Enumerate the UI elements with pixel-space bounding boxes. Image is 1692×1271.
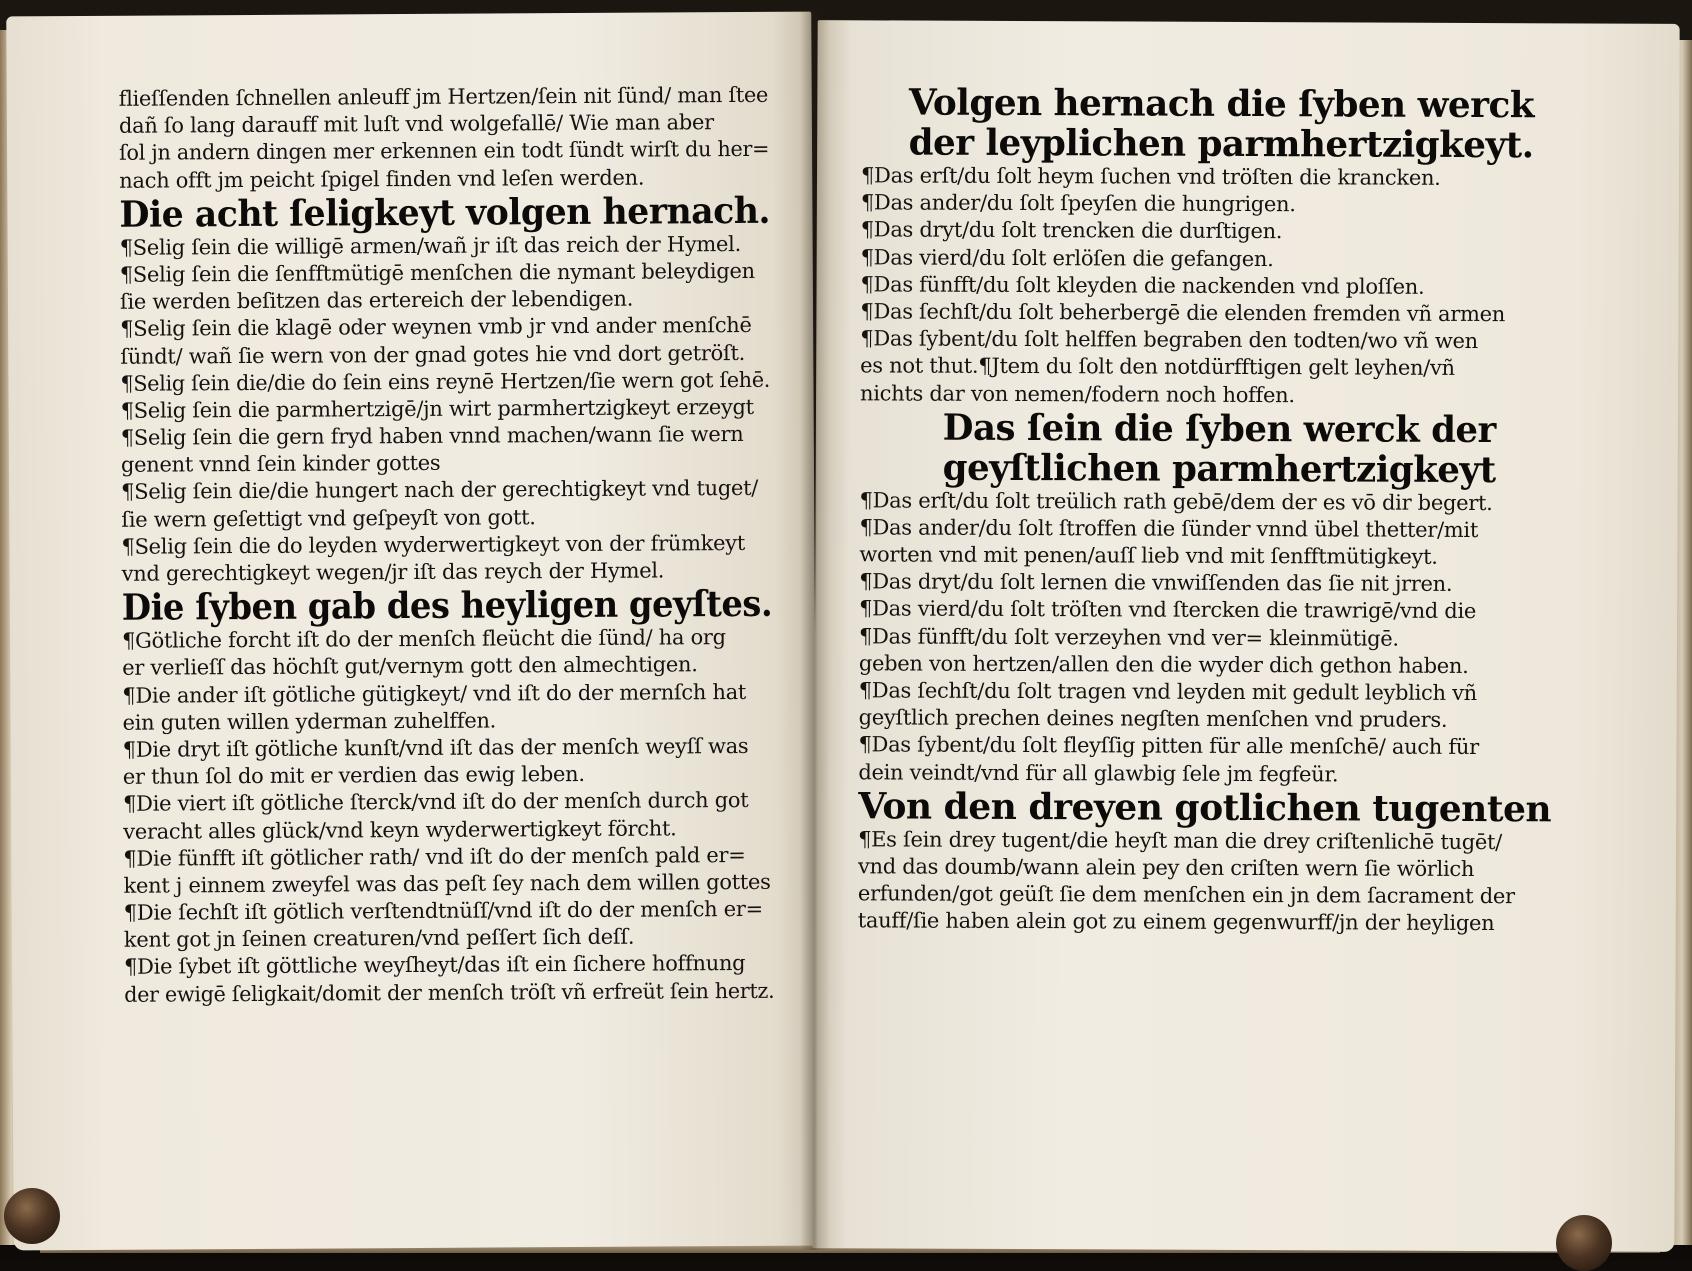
spiritual-work-line: ¶Das erſt/du ſolt treülich rath gebē/dem der es vō dir begert. — [859, 488, 1493, 515]
left-page-text — [119, 82, 819, 1009]
book-stand-knob-left — [4, 1188, 60, 1244]
beatitude-line: ¶Selig ſein die willigē armen/wañ jr iſt das reich der Hymel. — [119, 231, 741, 260]
right-page-text — [858, 82, 1555, 938]
heading-syben-gab: Die ſyben gab des heyligen geyſtes. — [121, 582, 773, 629]
beatitude-line: ¶Selig ſein die gern fryd haben vnnd machen/wann ſie wern — [120, 422, 744, 450]
virtue-line: erfunden/got geüſt ſie dem menſchen ein jn dem ſacrament der — [857, 881, 1515, 909]
work-line: ¶Das erſt/du ſolt heym ſuchen vnd tröſten die krancken. — [860, 163, 1441, 190]
left-page — [6, 12, 819, 1251]
spiritual-work-line: ¶Das ſybent/du ſolt fleyſſig pitten für alle menſchē/ auch für — [858, 732, 1479, 760]
beatitude-line: ſie wern geſettigt vnd geſpeyſt von gott. — [121, 504, 536, 532]
beatitude-line: ¶Selig ſein die klagē oder weynen vmb jr vnd ander menſchē — [120, 313, 752, 342]
work-line: ¶Das vierd/du ſolt erlöſen die gefangen. — [860, 244, 1274, 271]
beatitude-line: ¶Selig ſein die parmhertzigē/jn wirt parmhertzigkeyt erzeygt — [120, 394, 754, 423]
spiritual-work-line: ¶Das vierd/du ſolt tröſten vnd ſtercken die trawrigē/vnd die — [859, 596, 1477, 624]
left-intro-line: nach offt jm peicht ſpigel finden vnd leſen werden. — [119, 165, 645, 193]
virtue-line: ¶Es ſein drey tugent/die heyſt man die drey criſtenlichē tugēt/ — [858, 827, 1503, 854]
left-intro-line: dañ ſo lang darauff mit luſt vnd wolgefallē/ Wie man aber — [118, 110, 714, 138]
heading-leyplichen-werck: der leyplichen parmhertzigkeyt. — [908, 121, 1534, 167]
work-line: nichts dar von nemen/fodern noch hoffen. — [860, 380, 1295, 407]
gift-line: kent j einnem zweyfel was das peſt ſey nach dem willen gottes — [123, 869, 771, 898]
book-gutter — [800, 10, 830, 1250]
heading-geystlichen-werck: Das ſein die ſyben werck der — [942, 406, 1496, 451]
work-line: ¶Das fünfft/du ſolt kleyden die nackenden vnd ploſſen. — [860, 272, 1425, 299]
beatitude-line: vnd gerechtigkeyt wegen/jr iſt das reych der Hymel. — [121, 558, 665, 586]
left-intro-line: ſol jn andern dingen mer erkennen ein todt ſündt wirſt du her= — [119, 137, 770, 166]
gift-line: kent got jn ſeinen creaturen/vnd peſſert ſich deſſ. — [123, 924, 635, 953]
spiritual-work-line: geyſtlich prechen deines negſten menſchen vnd pruders. — [858, 705, 1448, 733]
spiritual-work-line: ¶Das dryt/du ſolt lernen die vnwiſſenden das ſie nit jrren. — [859, 569, 1453, 597]
spiritual-work-line: ¶Das ander/du ſolt ſtroffen die ſünder vnnd übel thetter/mit — [859, 515, 1479, 542]
gift-line: ¶Die viert iſt götliche ſterck/vnd iſt do der menſch durch got — [122, 788, 749, 817]
gift-line: ¶Götliche forcht iſt do der menſch fleücht die ſünd/ ha org — [121, 625, 726, 653]
work-line: ¶Das ſybent/du ſolt helffen begraben den todten/wo vñ wen — [860, 326, 1478, 354]
gift-line: er thun ſol do mit er verdien das ewig leben. — [122, 762, 585, 789]
spiritual-work-line: ¶Das fünfft/du ſolt verzeyhen vnd ver= kleinmütigē. — [858, 623, 1399, 651]
gift-line: ein guten willen yderman zuhelffen. — [122, 708, 497, 735]
heading-leyplichen-werck: Volgen hernach die ſyben werck — [908, 81, 1535, 127]
gift-line: ¶Die ſybet iſt göttliche weyſheyt/das iſt ein ſichere hoffnung — [123, 951, 746, 980]
spiritual-work-line: ¶Das ſechſt/du ſolt tragen vnd leyden mit gedult leyblich vñ — [858, 678, 1477, 706]
spiritual-work-line: worten vnd mit penen/auſſ lieb vnd mit ſenfftmütigkeyt. — [859, 542, 1438, 569]
gift-line: ¶Die ander iſt götliche gütigkeyt/ vnd iſt do der mernſch hat — [122, 679, 747, 708]
right-page — [812, 20, 1679, 1252]
gift-line: ¶Die ſechſt iſt götlich verſtendtnüſſ/vnd iſt do der menſch er= — [123, 896, 763, 925]
beatitude-line: ¶Selig ſein die/die do ſein eins reynē Hertzen/ſie wern got ſehē. — [120, 367, 771, 396]
spiritual-work-line: geben von hertzen/allen den die wyder dich gethon haben. — [858, 651, 1469, 678]
work-line: ¶Das ander/du ſolt ſpeyſen die hungrigen. — [860, 190, 1296, 217]
gift-line: ¶Die fünfft iſt götlicher rath/ vnd iſt do der menſch pald er= — [123, 842, 746, 871]
beatitude-line: ¶Selig ſein die do leyden wyderwertigkeyt von der frümkeyt — [121, 530, 746, 559]
work-line: ¶Das ſechſt/du ſolt beherbergē die elenden fremden vñ armen — [860, 299, 1506, 327]
heading-acht-seligkeyt: Die acht ſeligkeyt volgen hernach. — [119, 189, 771, 236]
virtue-line: tauff/ſie haben alein got zu einem gegenwurff/jn der heyligen — [857, 908, 1495, 936]
gift-line: ¶Die dryt iſt götliche kunſt/vnd iſt das der menſch weyſſ was — [122, 733, 749, 762]
gift-line: der ewigē ſeligkait/domit der menſch tröſt vñ erfreüt ſein hertz. — [124, 978, 775, 1007]
left-intro-line: flieſſenden ſchnellen anleuff jm Hertzen/ſein nit ſünd/ man ſtee — [118, 82, 769, 111]
gift-line: er verlieſſ das höchſt gut/vernym gott den almechtigen. — [122, 652, 698, 681]
virtue-line: vnd das doumb/wann alein pey den criſten wern ſie wörlich — [857, 854, 1475, 881]
gift-line: veracht alles glück/vnd keyn wyderwertigkeyt förcht. — [123, 815, 677, 844]
book-stand-knob-right — [1556, 1215, 1612, 1271]
beatitude-line: ¶Selig ſein die/die hungert nach der gerechtigkeyt vnd tuget/ — [121, 476, 759, 505]
beatitude-line: ſündt/ wañ ſie wern von der gnad gotes hie vnd dort getröſt. — [120, 340, 746, 369]
work-line: ¶Das dryt/du ſolt trencken die durſtigen. — [860, 217, 1283, 244]
heading-gotlichen-tugenten: Von den dreyen gotlichen tugenten — [858, 785, 1552, 831]
beatitude-line: ¶Selig ſein die ſenfftmütigē menſchen die nymant beleydigen — [119, 258, 755, 287]
heading-geystlichen-werck: geyſtlichen parmhertzigkeyt — [942, 446, 1496, 491]
beatitude-line: ſie werden beſitzen das ertereich der lebendigen. — [119, 286, 634, 314]
work-line: es not thut.¶Jtem du ſolt den notdürfftigen gelt leyhen/vñ — [860, 353, 1455, 381]
spiritual-work-line: dein veindt/vnd für all glawbig ſele jm fegfeür. — [858, 759, 1339, 786]
beatitude-line: genent vnnd ſein kinder gottes — [120, 451, 441, 478]
